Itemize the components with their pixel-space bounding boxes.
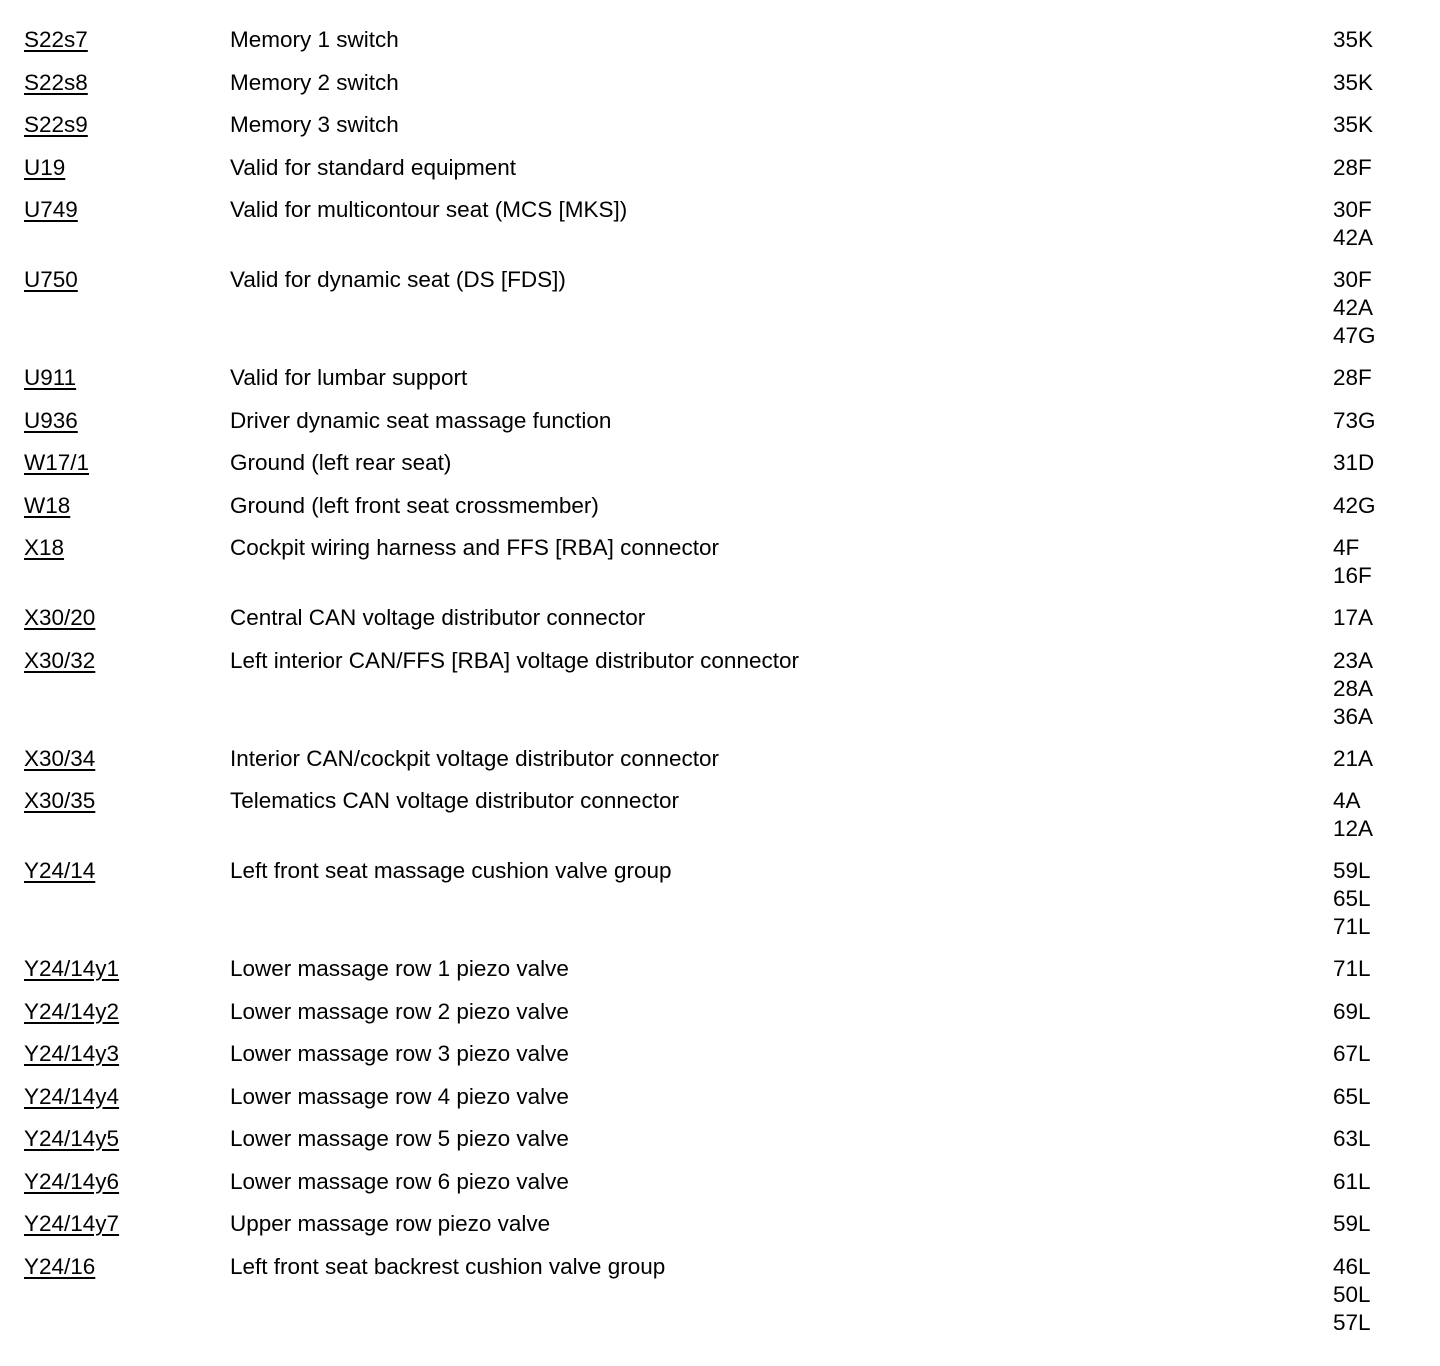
component-code-link[interactable]: Y24/14y7 [24, 1211, 120, 1236]
component-description: Lower massage row 5 piezo valve [230, 1126, 569, 1151]
component-description: Left front seat massage cushion valve group [230, 858, 672, 883]
component-code-link[interactable]: Y24/14y4 [24, 1083, 120, 1109]
component-code-link[interactable]: X18 [24, 535, 65, 560]
grid-coordinates [1333, 647, 1440, 731]
grid-coordinate: 42A [1333, 295, 1374, 320]
grid-coordinates [1333, 745, 1440, 773]
legend-row [0, 998, 1440, 1041]
grid-coordinate: 30F [1333, 197, 1372, 222]
component-code-link[interactable]: U749 [24, 197, 78, 222]
component-code-link[interactable]: W17/1 [24, 450, 90, 475]
component-code-link[interactable]: S22s8 [24, 69, 88, 95]
legend-row [0, 1168, 1440, 1211]
grid-coordinates [1333, 449, 1440, 477]
legend-row [0, 26, 1440, 69]
grid-coordinate: 31D [1333, 450, 1375, 475]
component-description: Lower massage row 4 piezo valve [230, 1083, 569, 1109]
grid-coordinate: 73G [1333, 407, 1376, 433]
grid-coordinate: 35K [1333, 27, 1374, 52]
component-description: Interior CAN/cockpit voltage distributor connector [230, 745, 719, 771]
component-description: Central CAN voltage distributor connector [230, 605, 646, 630]
grid-coordinate: 35K [1333, 112, 1374, 137]
grid-coordinates [1333, 1253, 1440, 1337]
grid-coordinate: 28F [1333, 365, 1372, 390]
grid-coordinate: 46L [1333, 1253, 1371, 1279]
legend-row [0, 955, 1440, 998]
legend-row [0, 69, 1440, 112]
grid-coordinates [1333, 154, 1440, 182]
grid-coordinates [1333, 1168, 1440, 1196]
component-description: Left front seat backrest cushion valve group [230, 1253, 666, 1279]
grid-coordinate: 59L [1333, 858, 1371, 883]
grid-coordinates [1333, 1125, 1440, 1153]
legend-row [0, 449, 1440, 492]
grid-coordinate: 4A [1333, 788, 1361, 813]
grid-coordinates [1333, 492, 1440, 520]
grid-coordinates [1333, 111, 1440, 139]
grid-coordinates [1333, 787, 1440, 843]
legend-row [0, 787, 1440, 857]
grid-coordinates [1333, 534, 1440, 590]
legend-row [0, 364, 1440, 407]
grid-coordinates [1333, 998, 1440, 1026]
component-description: Lower massage row 3 piezo valve [230, 1041, 569, 1066]
grid-coordinate: 57L [1333, 1309, 1371, 1335]
component-code-link[interactable]: Y24/14y6 [24, 1168, 120, 1194]
component-description: Left interior CAN/FFS [RBA] voltage distributor connector [230, 647, 799, 673]
legend-row [0, 745, 1440, 788]
legend-row [0, 266, 1440, 364]
grid-coordinate: 42G [1333, 492, 1376, 518]
component-code-link[interactable]: X30/20 [24, 605, 96, 630]
grid-coordinates [1333, 1040, 1440, 1068]
component-code-link[interactable]: U911 [24, 365, 77, 390]
component-code-link[interactable]: X30/35 [24, 788, 96, 813]
grid-coordinate: 21A [1333, 745, 1374, 771]
component-description: Telematics CAN voltage distributor connector [230, 788, 679, 813]
component-legend [0, 26, 1440, 1351]
legend-row [0, 857, 1440, 955]
component-code-link[interactable]: U750 [24, 267, 78, 292]
grid-coordinates [1333, 604, 1440, 632]
component-code-link[interactable]: Y24/14 [24, 858, 96, 883]
component-code-link[interactable]: Y24/14y1 [24, 956, 120, 981]
legend-row [0, 604, 1440, 647]
component-code-link[interactable]: U936 [24, 407, 78, 433]
grid-coordinates [1333, 69, 1440, 97]
component-description: Lower massage row 6 piezo valve [230, 1168, 569, 1194]
grid-coordinate: 16F [1333, 563, 1372, 588]
component-description: Lower massage row 1 piezo valve [230, 956, 569, 981]
legend-row [0, 647, 1440, 745]
grid-coordinate: 63L [1333, 1126, 1371, 1151]
grid-coordinates [1333, 407, 1440, 435]
legend-row [0, 407, 1440, 450]
component-description: Valid for standard equipment [230, 154, 517, 180]
grid-coordinate: 30F [1333, 267, 1372, 292]
grid-coordinate: 59L [1333, 1211, 1371, 1236]
grid-coordinate: 47G [1333, 323, 1376, 348]
legend-row [0, 1040, 1440, 1083]
grid-coordinate: 67L [1333, 1041, 1371, 1066]
grid-coordinate: 69L [1333, 998, 1371, 1024]
grid-coordinates [1333, 266, 1440, 350]
grid-coordinate: 36A [1333, 703, 1374, 729]
grid-coordinate: 23A [1333, 647, 1374, 673]
component-description: Ground (left rear seat) [230, 450, 452, 475]
component-description: Upper massage row piezo valve [230, 1211, 551, 1236]
legend-row [0, 154, 1440, 197]
legend-row [0, 1083, 1440, 1126]
grid-coordinate: 65L [1333, 1083, 1371, 1109]
grid-coordinate: 71L [1333, 914, 1371, 939]
component-description: Driver dynamic seat massage function [230, 407, 612, 433]
legend-row [0, 111, 1440, 154]
component-description: Valid for multicontour seat (MCS [MKS]) [230, 197, 628, 222]
component-code-link[interactable]: S22s9 [24, 112, 88, 137]
component-code-link[interactable]: X30/34 [24, 745, 96, 771]
grid-coordinate: 61L [1333, 1168, 1371, 1194]
component-code-link[interactable]: S22s7 [24, 27, 88, 52]
component-code-link[interactable]: Y24/16 [24, 1253, 96, 1279]
grid-coordinates [1333, 955, 1440, 983]
legend-row [0, 1125, 1440, 1168]
grid-coordinate: 42A [1333, 225, 1374, 250]
component-code-link[interactable]: U19 [24, 154, 66, 180]
grid-coordinates [1333, 364, 1440, 392]
grid-coordinate: 50L [1333, 1281, 1371, 1307]
grid-coordinate: 28A [1333, 675, 1374, 701]
grid-coordinates [1333, 26, 1440, 54]
grid-coordinate: 12A [1333, 816, 1374, 841]
legend-row [0, 196, 1440, 266]
component-description: Valid for dynamic seat (DS [FDS]) [230, 267, 566, 292]
grid-coordinates [1333, 196, 1440, 252]
component-code-link[interactable]: Y24/14y3 [24, 1041, 120, 1066]
grid-coordinate: 4F [1333, 535, 1360, 560]
grid-coordinate: 65L [1333, 886, 1371, 911]
legend-row [0, 492, 1440, 535]
grid-coordinate: 17A [1333, 605, 1374, 630]
component-description: Cockpit wiring harness and FFS [RBA] connector [230, 535, 719, 560]
component-description: Valid for lumbar support [230, 365, 468, 390]
legend-row [0, 1210, 1440, 1253]
component-description: Ground (left front seat crossmember) [230, 492, 599, 518]
component-description: Lower massage row 2 piezo valve [230, 998, 569, 1024]
legend-row [0, 1253, 1440, 1351]
component-code-link[interactable]: X30/32 [24, 647, 96, 673]
grid-coordinate: 28F [1333, 154, 1372, 180]
component-code-link[interactable]: Y24/14y5 [24, 1126, 120, 1151]
grid-coordinates [1333, 1083, 1440, 1111]
component-description: Memory 2 switch [230, 69, 399, 95]
component-description: Memory 3 switch [230, 112, 399, 137]
component-code-link[interactable]: Y24/14y2 [24, 998, 120, 1024]
legend-row [0, 534, 1440, 604]
grid-coordinate: 35K [1333, 69, 1374, 95]
grid-coordinates [1333, 857, 1440, 941]
component-code-link[interactable]: W18 [24, 492, 71, 518]
grid-coordinate: 71L [1333, 956, 1371, 981]
grid-coordinates [1333, 1210, 1440, 1238]
component-description: Memory 1 switch [230, 27, 399, 52]
